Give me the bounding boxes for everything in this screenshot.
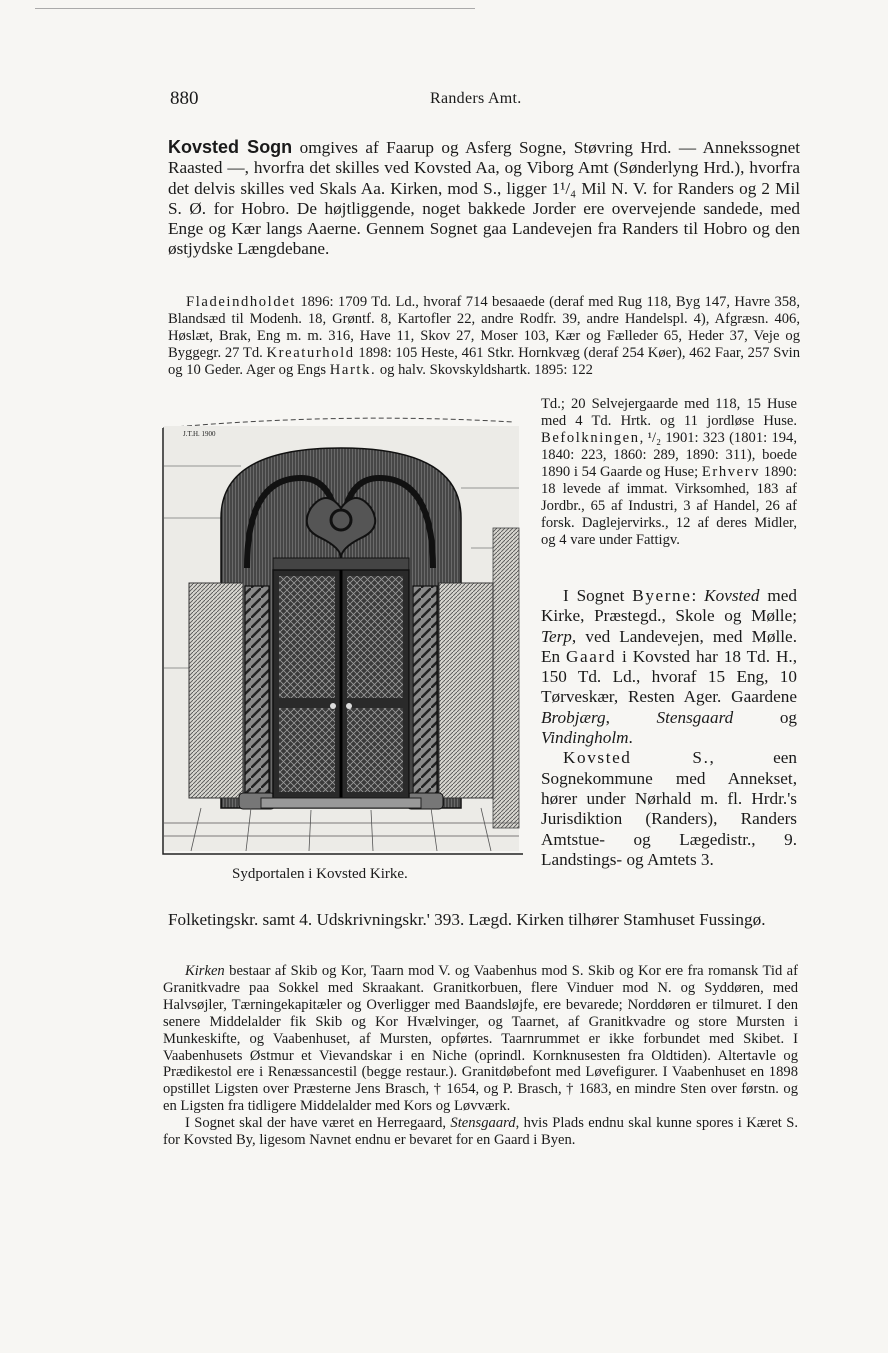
stats-term-area: Fladeindholdet	[186, 294, 296, 310]
place-stensgaard: Stensgaard	[656, 707, 734, 727]
page-number: 880	[170, 88, 199, 109]
commune-term: Kovsted S.	[563, 748, 710, 768]
place-kovsted: Kovsted	[704, 586, 760, 605]
intro-text: omgives af Faarup og Asferg Sogne, Støvring Hrd. — Annekssognet Raasted —, hvorfra det skilles ved Kovsted Aa, og Viborg Amt (Sønderlyng Hrd.), hvorfra det delvis skilles ved Skals Aa. Kirken, mod S., ligger 1¹/₄ Mil N. V. for Randers og 2 Mil S. Ø. for Hobro. De højtliggende, noget bakkede Jorder ere overvejende sandede, med Enge og Kær langs Aaerne. Gennem Sognet gaa Landevejen fra Randers til Hobro og den østjydske Længdebane.	[168, 138, 800, 259]
statistics-paragraph	[168, 294, 800, 379]
villages-text-d: , ved Landevejen, med Mølle. En	[541, 626, 797, 666]
population-term: Befolkningen	[541, 430, 640, 446]
stats-text-livestock: 1898: 105 Heste, 461 Stkr. Hornkvæg (deraf 254 Køer), 462 Faar, 257 Svin og 10 Geder. Ager og Engs	[168, 345, 800, 378]
occupation-text: 1890: 18 levede af immat. Virksomhed, 183 af Jordbr., 65 af Industri, 3 af Handel, 26 af forsk. Daglejervirks., 12 af deres Midler, og 4 vare under Fattigv.	[541, 464, 798, 548]
church-text: bestaar af Skib og Kor, Taarn mod V. og Vaabenhus mod S. Skib og Kor ere fra romansk Tid af Granitkvadre paa Sokkel med Skraakant. Granitkorbuen, flere Vinduer mod N. og Syddøren, med Halvsøjler, Tærningekapitæler og Overligger med Baandsløjfe, ere bevarede; Norddøren er tilmuret. I den senere Middelalder fik Skib og Kor Hvælvinger, og Taarnet, af Granitkvadre og store Mursten i Munkeskifte, og Vaabenhuset, af Mursten, opførtes. Taarnrummet er ikke forbundet med Skibet. I Vaabenhusets Østmur et Vievandskar i en Niche (oprindl. Kornknusesten fra Oldtiden). Altertavle og Prædikestol ere i Renæssancestil (begge restaur.). Granitdøbefont med Løvefigurer. I Vaabenhuset en 1898 opstillet Ligsten over Præsterne Jens Brasch, † 1654, og P. Brasch, † 1683, en mindre Sten over førstn. og en Ligsten fra tidligere Middelalder med Kors og Løvværk.	[163, 963, 798, 1115]
villages-block	[541, 586, 797, 748]
villages-text-a: I Sognet	[563, 586, 633, 605]
commune-text: , een Sognekommune med Annekset, hører under Nørhald m. fl. Hrdr.'s Jurisdiktion (Randers), Randers Amtstue- og Lægedistr., 9. Landstings- og Amtets 3.	[541, 748, 797, 869]
intro-paragraph	[168, 137, 800, 260]
church-paragraph	[163, 963, 798, 1115]
villages-paragraph	[541, 586, 797, 870]
villages-text-f: ,	[605, 707, 657, 727]
church-section	[163, 963, 798, 1149]
running-title: Randers Amt.	[430, 90, 522, 107]
place-brobjaerg: Brobjærg	[541, 707, 606, 727]
villages-text-g: og	[733, 707, 798, 727]
stats-term-hartkorn: Hartk.	[329, 362, 377, 378]
villages-text-e: i Kovsted har 18 Td. H., 150 Td. Ld., hvoraf 15 Eng, 10 Tørveskær, Resten Ager. Gaardene	[541, 646, 798, 707]
stats-text-area: 1896: 1709 Td. Ld., hvoraf 714 besaaede (deraf med Rug 118, Byg 147, Havre 358, Blandsæd til Modenh. 18, Grøntf. 8, Kartofler 22, andre Rodfr. 39, andre Handelspl. 4), Afgræsn. 406, Høslæt, Brak, Eng m. m. 316, Have 11, Skov 27, Moser 103, Kær og Fælleder 65, Heder 37, Veje og Byggegr. 27 Td.	[168, 294, 800, 361]
villages-text-b: :	[691, 586, 705, 605]
figure-caption: Sydportalen i Kovsted Kirke.	[232, 866, 408, 882]
population-text-2: , ¹/₂ 1901: 323 (1801: 194, 1840: 223, 1860: 289, 1890: 311), boede 1890 i 54 Gaarde og Huse;	[541, 430, 797, 480]
population-text-1: Td.; 20 Selvejergaarde med 118, 15 Huse med 4 Td. Hrtk. og 11 jordløse Huse.	[541, 396, 797, 429]
portal-illustration	[161, 408, 524, 856]
place-vindingholm: Vindingholm	[541, 728, 629, 748]
villages-term: Byerne	[632, 586, 692, 605]
stats-text-hartkorn: og halv. Skovskyldshartk. 1895: 122	[376, 362, 593, 378]
top-rule	[35, 8, 475, 9]
manor-paragraph	[163, 1115, 798, 1149]
parish-heading: Kovsted Sogn	[168, 137, 293, 157]
population-paragraph	[541, 396, 797, 549]
gaard-term: Gaard	[566, 646, 617, 666]
villages-text-c: med Kirke, Præstegd., Skole og Mølle;	[541, 586, 798, 626]
villages-text-h: .	[628, 728, 633, 748]
church-term: Kirken	[185, 963, 225, 979]
illustration-signature: J.T.H. 1900	[183, 430, 216, 438]
commune-block	[541, 748, 797, 870]
place-stensgaard-2: Stensgaard	[450, 1115, 516, 1132]
stats-term-livestock: Kreaturhold	[266, 345, 355, 361]
place-terp: Terp	[541, 626, 572, 646]
manor-text-a: I Sognet skal der have været en Herregaard,	[185, 1115, 451, 1132]
occupation-term: Erhverv	[701, 464, 761, 480]
continuation-text: Folketingskr. samt 4. Udskrivningskr.' 393. Lægd. Kirken tilhører Stamhuset Fussingø.	[168, 910, 766, 929]
manor-text-b: , hvis Plads endnu skal kunne spores i Kæret S. for Kovsted By, ligesom Navnet endnu er bevaret for en Gaard i Byen.	[163, 1115, 798, 1149]
